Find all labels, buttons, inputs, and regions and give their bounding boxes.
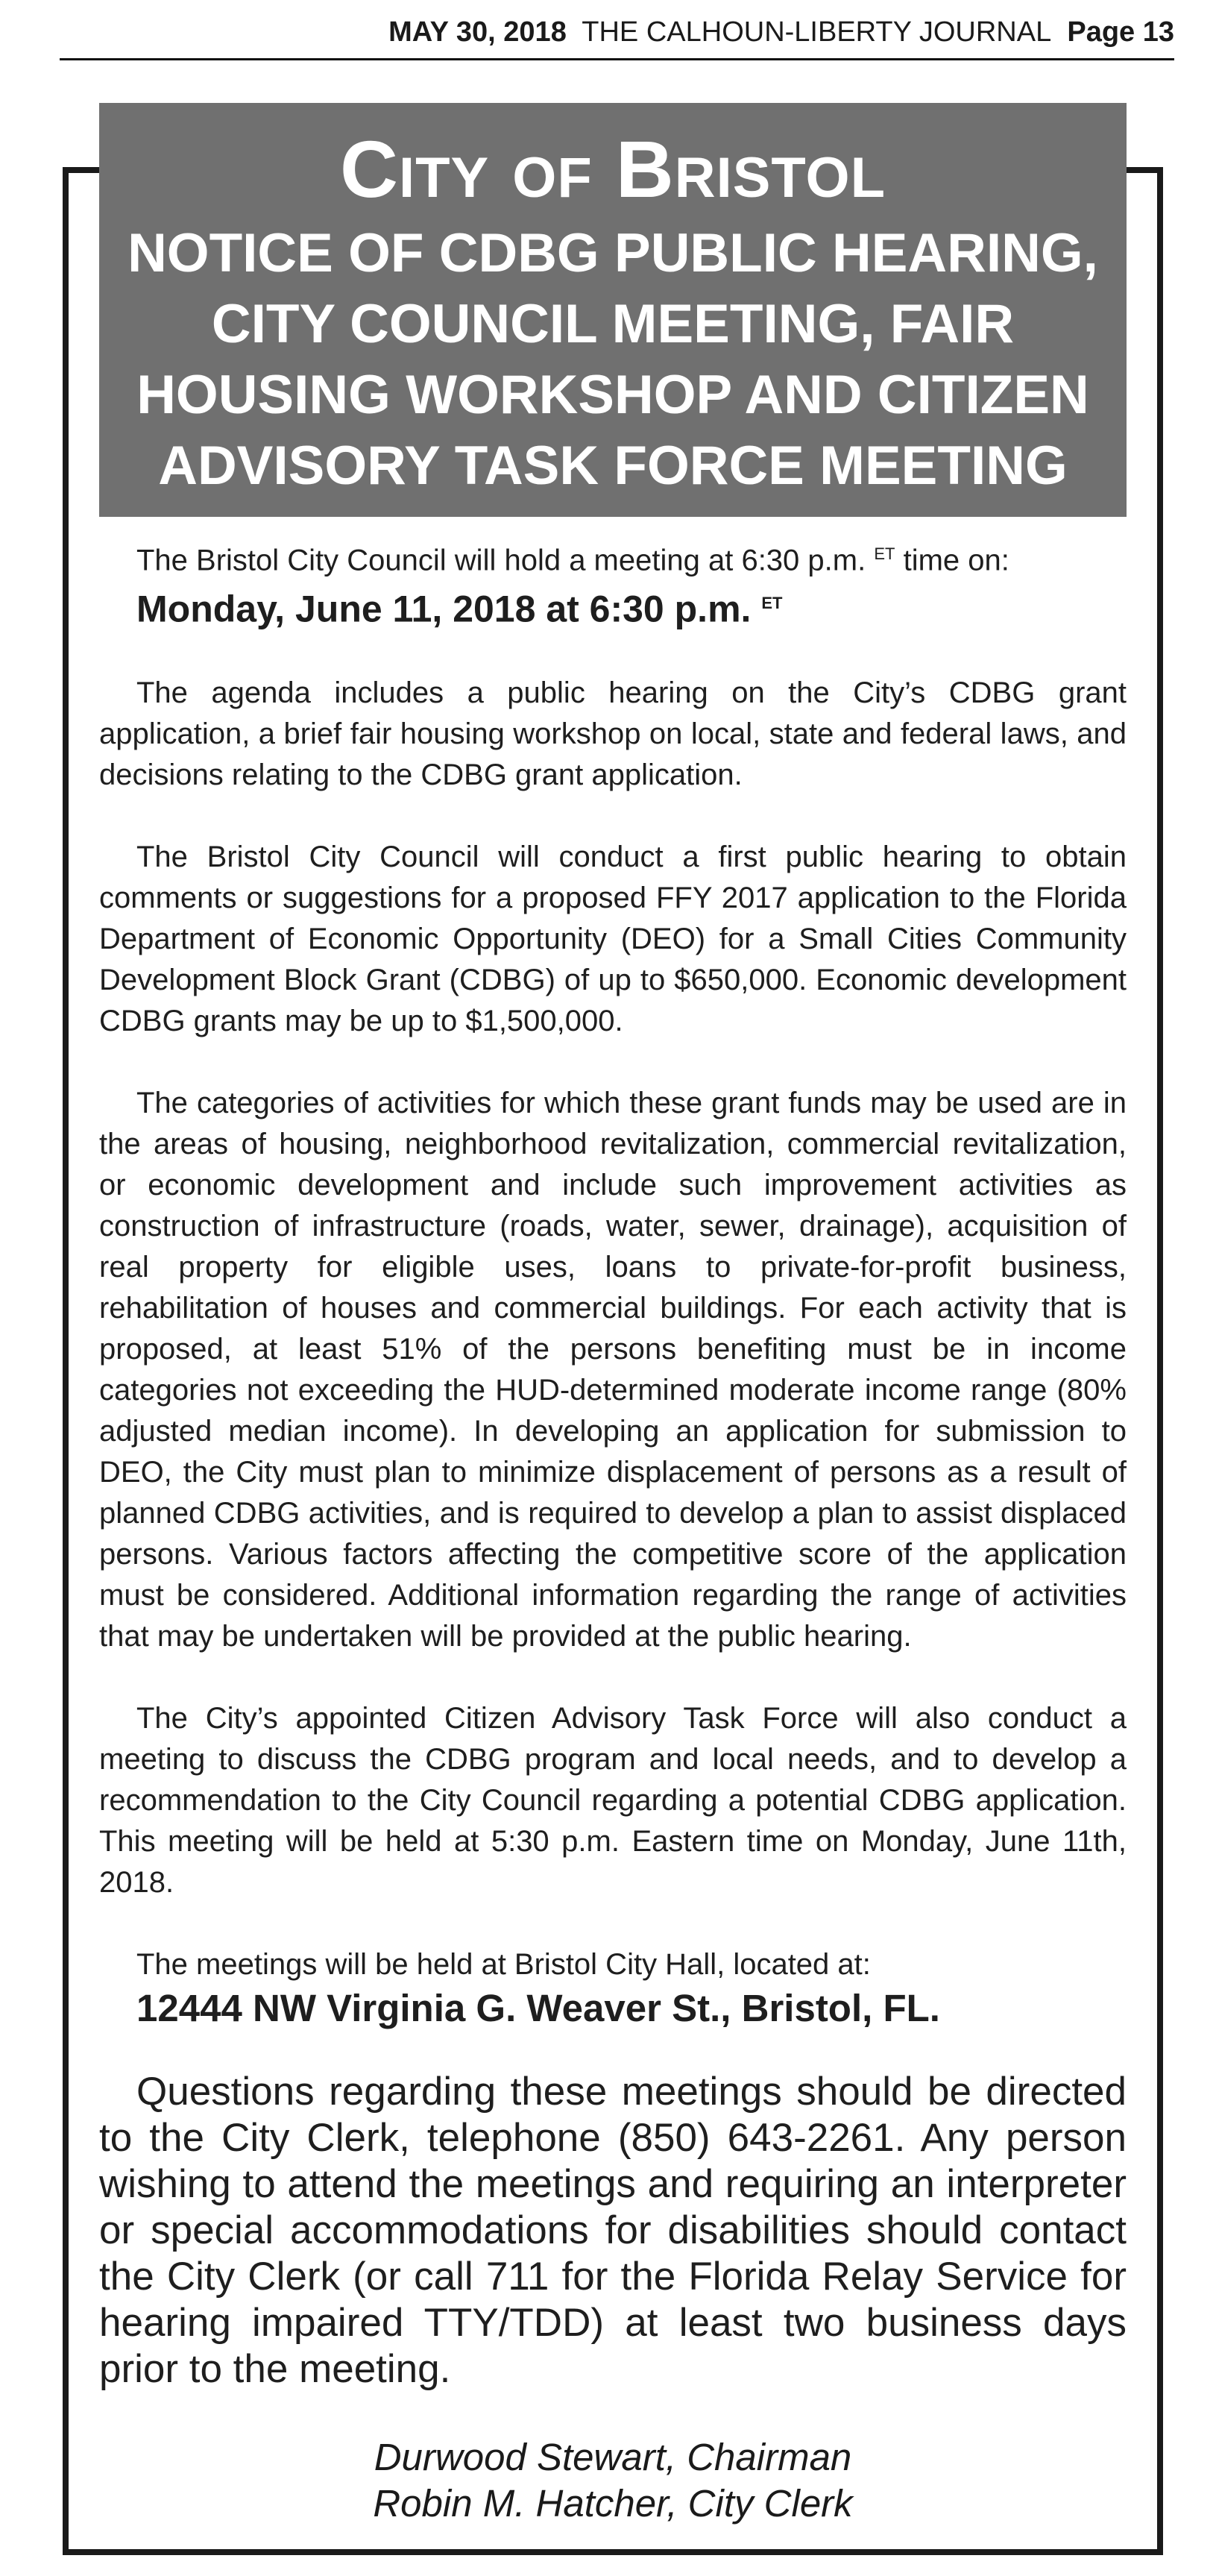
meeting-intro-text: The Bristol City Council will hold a meeting at 6:30 p.m. (136, 544, 866, 577)
title-banner (99, 103, 1127, 517)
header-rule (60, 58, 1174, 60)
chairman-signature: Durwood Stewart, Chairman (374, 2436, 852, 2478)
task-force-paragraph: The City’s appointed Citizen Advisory Task Force will also conduct a meeting to discuss the CDBG program and local needs, and to develop a recommendation to the City Council regarding a potential CDBG application. This meeting will be held at 5:30 p.m. Eastern time on Monday, June 11th, 2018. (99, 1701, 1127, 1899)
agenda-paragraph: The agenda includes a public hearing on the City’s CDBG grant application, a brief fair housing workshop on local, state and federal laws, and decisions relating to the CDBG grant application. (99, 676, 1127, 791)
notice-title-line: NOTICE OF CDBG PUBLIC HEARING, (127, 223, 1098, 283)
notice-title (99, 218, 1127, 501)
meeting-date (99, 581, 1127, 632)
notice-title-line: HOUSING WORKSHOP AND CITIZEN (136, 365, 1089, 425)
timezone-marker: ET (874, 544, 895, 563)
questions-paragraph: Questions regarding these meetings should be directed to the City Clerk, telephone (850) 643-2261. Any person wishing to attend the meetings and requiring an interpreter or special accommodations for disabilities should contact the City Clerk (or call 711 for the Florida Relay Service for hearing impaired TTY/TDD) at least two business days prior to the meeting. (99, 2069, 1127, 2391)
meeting-intro-suffix: time on: (903, 544, 1009, 577)
public-hearing-paragraph: The Bristol City Council will conduct a first public hearing to obtain comments or suggestions for a proposed FFY 2017 application to the Florida Department of Economic Opportunity (DEO) for a Small Cities Community Development Block Grant (CDBG) of up to $650,000. Economic development CDBG grants may be up to $1,500,000. (99, 840, 1127, 1037)
meeting-date-text: Monday, June 11, 2018 at 6:30 p.m. (136, 588, 752, 630)
page-header (60, 10, 1174, 54)
date-timezone-marker: ET (761, 594, 783, 613)
activity-categories-paragraph: The categories of activities for which these grant funds may be used are in the areas of housing, neighborhood revitalization, commercial revitalization, or economic development and include such improvement activities as construction of infrastructure (roads, water, sewer, drainage), acquisition of real property for eligible uses, loans to private-for-profit business, rehabilitation of houses and commercial buildings. For each activity that is proposed, at least 51% of the persons benefiting must be in income categories not exceeding the HUD-determined moderate income range (80% adjusted median income). In developing an application for submission to DEO, the City must plan to minimize displacement of persons as a result of planned CDBG activities, and is required to develop a plan to assist displaced persons. Various factors affecting the competitive score of the application must be considered. Additional information regarding the range of activities that may be undertaken will be provided at the public hearing. (99, 1086, 1127, 1653)
header-page-number: Page 13 (1067, 16, 1174, 48)
notice-title-line: ADVISORY TASK FORCE MEETING (158, 436, 1068, 496)
city-title: City of Bristol (339, 124, 886, 214)
meeting-intro (99, 533, 1127, 581)
header-publication: THE CALHOUN-LIBERTY JOURNAL (582, 16, 1052, 48)
location-intro: The meetings will be held at Bristol City Hall, located at: (136, 1947, 871, 1981)
clerk-signature: Robin M. Hatcher, City Clerk (373, 2482, 853, 2525)
notice-title-line: CITY COUNCIL MEETING, FAIR (211, 294, 1015, 354)
meeting-address: 12444 NW Virginia G. Weaver St., Bristol, FL. (136, 1986, 940, 2029)
signature-block (99, 2434, 1127, 2527)
header-date: MAY 30, 2018 (388, 16, 567, 48)
notice-body (99, 533, 1127, 2393)
